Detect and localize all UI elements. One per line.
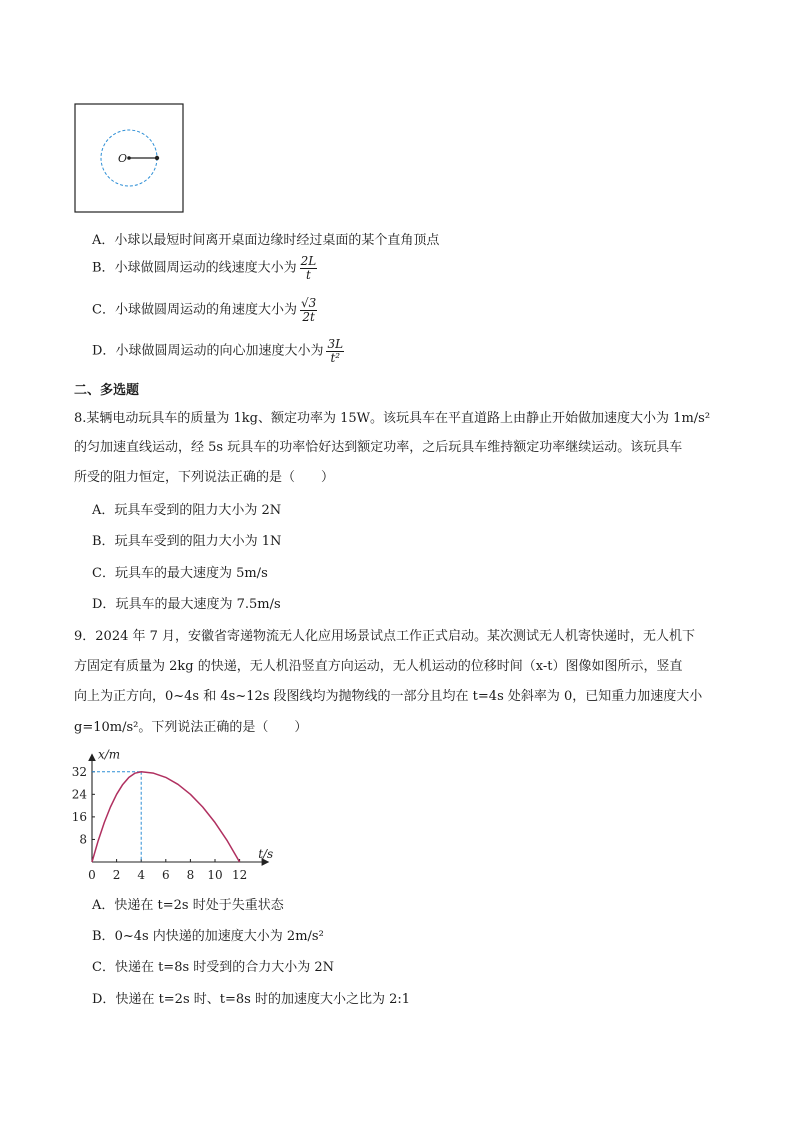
- option-label: C．: [92, 302, 115, 318]
- x-tick-label: 8: [186, 868, 195, 882]
- option-text: 小球做圆周运动的线速度大小为: [114, 260, 297, 276]
- option-label: C．: [92, 566, 115, 581]
- option-text: 0~4s 内快递的加速度大小为 2m/s²: [114, 929, 324, 944]
- q8-stem-line-1: 8.某辆电动玩具车的质量为 1kg、额定功率为 15W。该玩具车在平直道路上由静止开始做加速度大小为 1m/s²: [74, 411, 711, 426]
- fraction-numerator: 3L: [327, 337, 344, 351]
- y-tick-label: 8: [79, 832, 87, 847]
- ball-point: [155, 156, 159, 160]
- q9-option-a[interactable]: [92, 894, 284, 913]
- q8-stem-line-2: 的匀加速直线运动，经 5s 玩具车的功率恰好达到额定功率，之后玩具车维持额定功率继续运动。该玩具车: [74, 440, 683, 455]
- option-label: D．: [92, 597, 116, 612]
- x-tick-label: 6: [161, 868, 170, 882]
- q9-option-c[interactable]: [92, 956, 334, 975]
- q9-option-b[interactable]: [92, 925, 324, 944]
- y-axis-label: x/m: [98, 747, 121, 762]
- option-label: B．: [92, 929, 115, 944]
- option-label: B．: [92, 534, 115, 549]
- q7-option-a[interactable]: [92, 229, 439, 248]
- fraction: [300, 255, 318, 281]
- q9-stem-line-2: 方固定有质量为 2kg 的快递，无人机沿竖直方向运动，无人机运动的位移时间（x-t）图像如图所示，竖直: [74, 659, 683, 674]
- option-label: D．: [92, 343, 116, 359]
- q8-option-c[interactable]: [92, 562, 268, 581]
- q9-stem-line-4: g=10m/s²。下列说法正确的是（ ）: [74, 720, 308, 735]
- xt-curve: [92, 772, 240, 862]
- x-axis-label: t/s: [258, 847, 274, 861]
- option-text: 快递在 t=8s 时受到的合力大小为 2N: [114, 960, 335, 975]
- option-label: A．: [92, 898, 115, 913]
- fraction-denominator: 2t: [302, 309, 315, 324]
- option-text: 快递在 t=2s 时处于失重状态: [114, 898, 284, 913]
- option-text: 玩具车受到的阻力大小为 2N: [114, 503, 282, 518]
- option-text: 玩具车的最大速度为 7.5m/s: [115, 597, 281, 612]
- fraction-denominator: t²: [330, 350, 341, 365]
- q9-stem-line-1: 9．2024 年 7 月，安徽省寄递物流无人化应用场景试点工作正式启动。某次测试无人机寄快递时，无人机下: [74, 629, 696, 644]
- option-label: A．: [92, 233, 115, 248]
- fraction-numerator: 2L: [300, 254, 317, 268]
- y-tick-label: 16: [71, 809, 87, 824]
- x-tick-label: 12: [231, 868, 248, 882]
- option-text: 玩具车的最大速度为 5m/s: [114, 566, 268, 581]
- fraction: [300, 297, 317, 323]
- q7-option-b[interactable]: [92, 255, 317, 281]
- option-label: B．: [92, 260, 115, 276]
- xt-chart-svg: [64, 738, 314, 888]
- fraction: [326, 338, 344, 364]
- y-tick-label: 32: [71, 764, 87, 779]
- q7-option-c[interactable]: [92, 297, 317, 323]
- q9-stem-line-3: 向上为正方向，0~4s 和 4s~12s 段图线均为抛物线的一部分且均在 t=4s 处斜率为 0，已知重力加速度大小: [74, 689, 703, 704]
- fraction-denominator: t: [305, 267, 311, 282]
- center-label: O: [118, 152, 128, 165]
- q9-option-d[interactable]: [92, 988, 410, 1007]
- x-tick-label: 4: [137, 868, 146, 882]
- table-diagram: [74, 103, 186, 215]
- option-label: D．: [92, 992, 116, 1007]
- x-tick-label: 10: [207, 868, 223, 882]
- x-tick-label: 2: [112, 868, 121, 882]
- xt-chart: [64, 738, 314, 892]
- q8-option-d[interactable]: [92, 593, 281, 612]
- circle-motion-figure: [74, 103, 186, 219]
- q7-option-d[interactable]: [92, 338, 344, 364]
- option-text: 小球做圆周运动的向心加速度大小为: [115, 343, 324, 359]
- option-text: 玩具车受到的阻力大小为 1N: [114, 534, 282, 549]
- option-text: 快递在 t=2s 时、t=8s 时的加速度大小之比为 2:1: [115, 992, 411, 1007]
- q8-stem-line-3: 所受的阻力恒定，下列说法正确的是（ ）: [74, 470, 335, 485]
- x-tick-label: 0: [88, 868, 96, 882]
- option-text: 小球以最短时间离开桌面边缘时经过桌面的某个直角顶点: [114, 233, 440, 248]
- option-text: 小球做圆周运动的角速度大小为: [114, 302, 297, 318]
- center-point: [127, 156, 131, 160]
- option-label: A．: [92, 503, 115, 518]
- q8-option-a[interactable]: [92, 499, 281, 518]
- q8-option-b[interactable]: [92, 530, 281, 549]
- y-tick-label: 24: [71, 787, 87, 802]
- option-label: C．: [92, 960, 115, 975]
- section-heading: 二、多选题: [74, 383, 140, 398]
- fraction-numerator: √3: [300, 296, 317, 310]
